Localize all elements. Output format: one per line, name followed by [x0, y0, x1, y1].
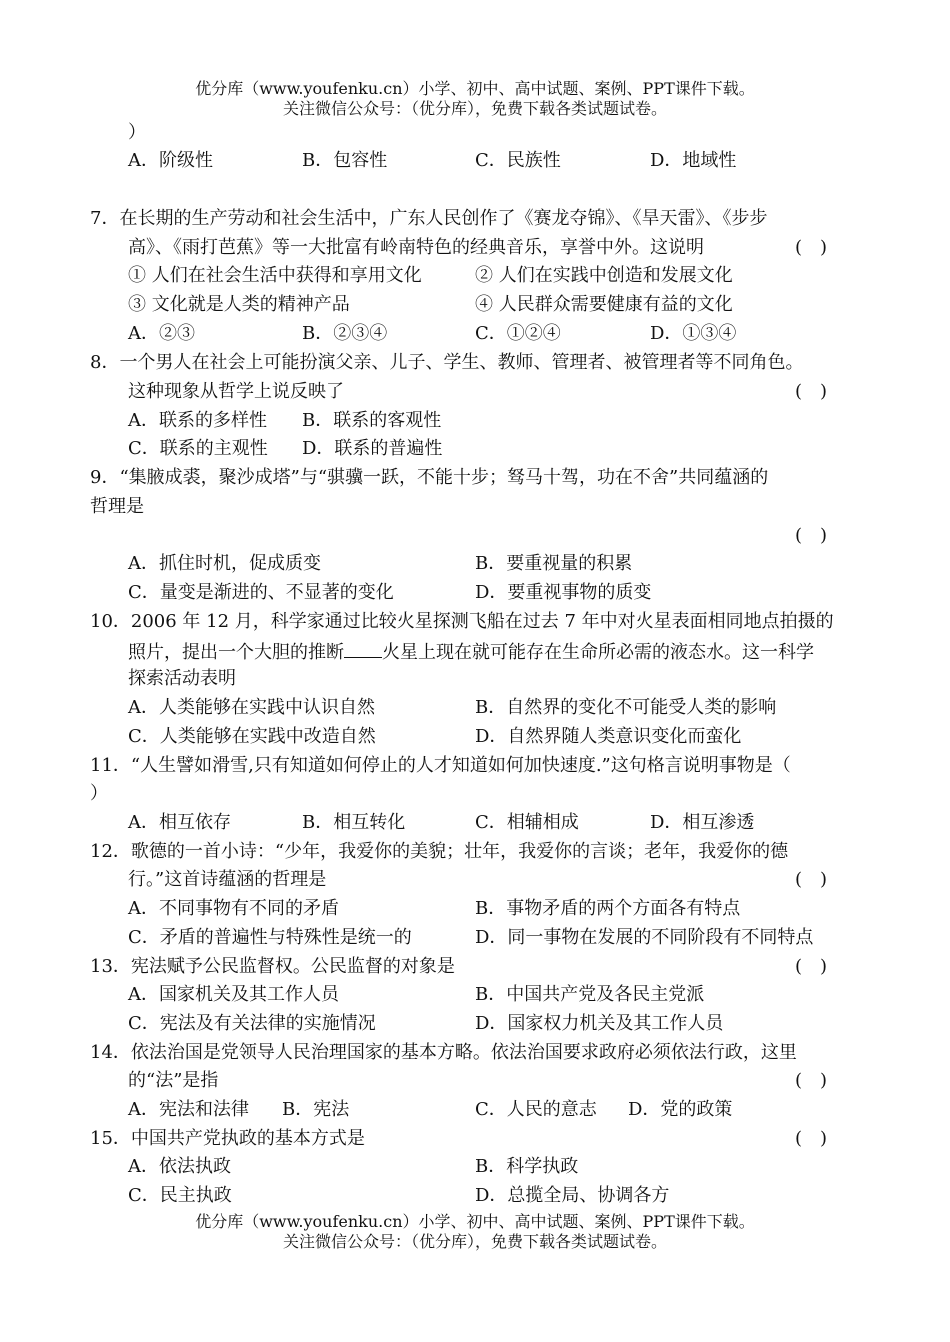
q14-option-c: C．人民的意志 [475, 1099, 597, 1120]
q10-stem-line-2a: 照片，提出一个大胆的推断 [128, 642, 344, 663]
q9-stem-line-2: 哲理是 [90, 496, 144, 517]
q7-option-c: C．①②④ [475, 323, 561, 344]
q14-option-d: D．党的政策 [628, 1099, 733, 1120]
q13-option-d: D．国家权力机关及其工作人员 [475, 1013, 724, 1034]
q15-option-b: B．科学执政 [475, 1156, 579, 1177]
q12-option-a: A．不同事物有不同的矛盾 [128, 898, 339, 919]
q14-option-b: B．宪法 [282, 1099, 350, 1120]
q14-stem-line-1: 14．依法治国是党领导人民治理国家的基本方略。依法治国要求政府必须依法行政，这里 [90, 1042, 797, 1063]
q11-stem-line-2: ） [90, 783, 108, 804]
q11-option-b: B．相互转化 [302, 812, 406, 833]
q9-stem-line-1: 9．“集腋成裘，聚沙成塔”与“骐骥一跃，不能十步；驽马十驾，功在不舍”共同蕴涵的 [90, 467, 769, 488]
q9-option-c: C．量变是渐进的、不显著的变化 [128, 582, 394, 603]
q10-option-c: C．人类能够在实践中改造自然 [128, 726, 376, 747]
q8-option-d: D．联系的普遍性 [302, 438, 443, 459]
q9-answer-paren: ( ) [795, 525, 828, 546]
q14-answer-paren: ( ) [795, 1070, 828, 1091]
q11-stem-line-1: 11．“人生譬如滑雪,只有知道如何停止的人才知道如何加快速度.”这句格言说明事物是（ [90, 755, 791, 776]
q15-answer-paren: ( ) [795, 1128, 828, 1149]
q10-stem-line-1: 10．2006 年 12 月，科学家通过比较火星探测飞船在过去 7 年中对火星表面相同地点拍摄的 [90, 611, 834, 632]
q6-continuation: ） [128, 122, 146, 143]
q6-option-b: B．包容性 [302, 150, 388, 171]
page-footer-line-2: 关注微信公众号：（优分库），免费下载各类试题试卷。 [282, 1232, 667, 1251]
q13-answer-paren: ( ) [795, 956, 828, 977]
q14-option-a: A．宪法和法律 [128, 1099, 249, 1120]
q7-answer-paren: ( ) [795, 237, 828, 258]
q15-stem-line-1: 15．中国共产党执政的基本方式是 [90, 1128, 365, 1149]
q11-option-a: A．相互依存 [128, 812, 231, 833]
q7-option-a: A．②③ [128, 323, 195, 344]
q10-stem-line-2 [128, 639, 814, 665]
q14-stem-line-2: 的“法”是指 [128, 1070, 219, 1091]
q9-option-b: B．要重视量的积累 [475, 553, 633, 574]
page-header-line-1: 优分库（www.youfenku.cn）小学、初中、高中试题、案例、PPT课件下载。 [195, 79, 755, 98]
q8-stem-line-2: 这种现象从哲学上说反映了 [128, 381, 344, 402]
q8-answer-paren: ( ) [795, 381, 828, 402]
q12-option-d: D．同一事物在发展的不同阶段有不同特点 [475, 927, 814, 948]
q7-option-b: B．②③④ [302, 323, 388, 344]
q15-option-d: D．总揽全局、协调各方 [475, 1185, 670, 1206]
q9-option-d: D．要重视事物的质变 [475, 582, 652, 603]
q10-option-a: A．人类能够在实践中认识自然 [128, 697, 375, 718]
q6-option-c: C．民族性 [475, 150, 561, 171]
q8-option-b: B．联系的客观性 [302, 410, 442, 431]
q15-option-a: A．依法执政 [128, 1156, 231, 1177]
q10-blank [344, 639, 382, 658]
q11-option-c: C．相辅相成 [475, 812, 579, 833]
q13-stem-line-1: 13．宪法赋予公民监督权。公民监督的对象是 [90, 956, 455, 977]
q13-option-b: B．中国共产党及各民主党派 [475, 984, 705, 1005]
q7-statement-2: ② 人们在实践中创造和发展文化 [475, 265, 733, 286]
q8-option-a: A．联系的多样性 [128, 410, 267, 431]
q6-option-a: A．阶级性 [128, 150, 213, 171]
page-header-line-2: 关注微信公众号：（优分库），免费下载各类试题试卷。 [282, 99, 667, 118]
q13-option-a: A．国家机关及其工作人员 [128, 984, 339, 1005]
q12-stem-line-1: 12．歌德的一首小诗：“少年，我爱你的美貌；壮年，我爱你的言谈；老年，我爱你的德 [90, 841, 789, 862]
q11-option-d: D．相互渗透 [650, 812, 755, 833]
q10-option-d: D．自然界随人类意识变化而蛮化 [475, 726, 742, 747]
q12-stem-line-2: 行。”这首诗蕴涵的哲理是 [128, 869, 327, 890]
q15-option-c: C．民主执政 [128, 1185, 232, 1206]
q7-option-d: D．①③④ [650, 323, 737, 344]
q12-option-c: C．矛盾的普遍性与特殊性是统一的 [128, 927, 412, 948]
q7-stem-line-2: 高》、《雨打芭蕉》等一大批富有岭南特色的经典音乐，享誉中外。这说明 [128, 237, 704, 258]
q12-option-b: B．事物矛盾的两个方面各有特点 [475, 898, 741, 919]
q7-statement-4: ④ 人民群众需要健康有益的文化 [475, 294, 733, 315]
q10-stem-line-2b: 火星上现在就可能存在生命所必需的液态水。这一科学 [382, 642, 814, 663]
q7-stem-line-1: 7．在长期的生产劳动和社会生活中，广东人民创作了《赛龙夺锦》、《旱天雷》、《步步 [90, 208, 768, 229]
q13-option-c: C．宪法及有关法律的实施情况 [128, 1013, 376, 1034]
q8-stem-line-1: 8．一个男人在社会上可能扮演父亲、儿子、学生、教师、管理者、被管理者等不同角色。 [90, 352, 804, 373]
page-footer-line-1: 优分库（www.youfenku.cn）小学、初中、高中试题、案例、PPT课件下载。 [195, 1212, 755, 1231]
q10-option-b: B．自然界的变化不可能受人类的影响 [475, 697, 777, 718]
q7-statement-3: ③ 文化就是人类的精神产品 [128, 294, 350, 315]
q12-answer-paren: ( ) [795, 869, 828, 890]
q9-option-a: A．抓住时机，促成质变 [128, 553, 321, 574]
q10-stem-line-3: 探索活动表明 [128, 668, 236, 689]
q8-option-c: C．联系的主观性 [128, 438, 268, 459]
q7-statement-1: ① 人们在社会生活中获得和享用文化 [128, 265, 422, 286]
q6-option-d: D．地域性 [650, 150, 737, 171]
